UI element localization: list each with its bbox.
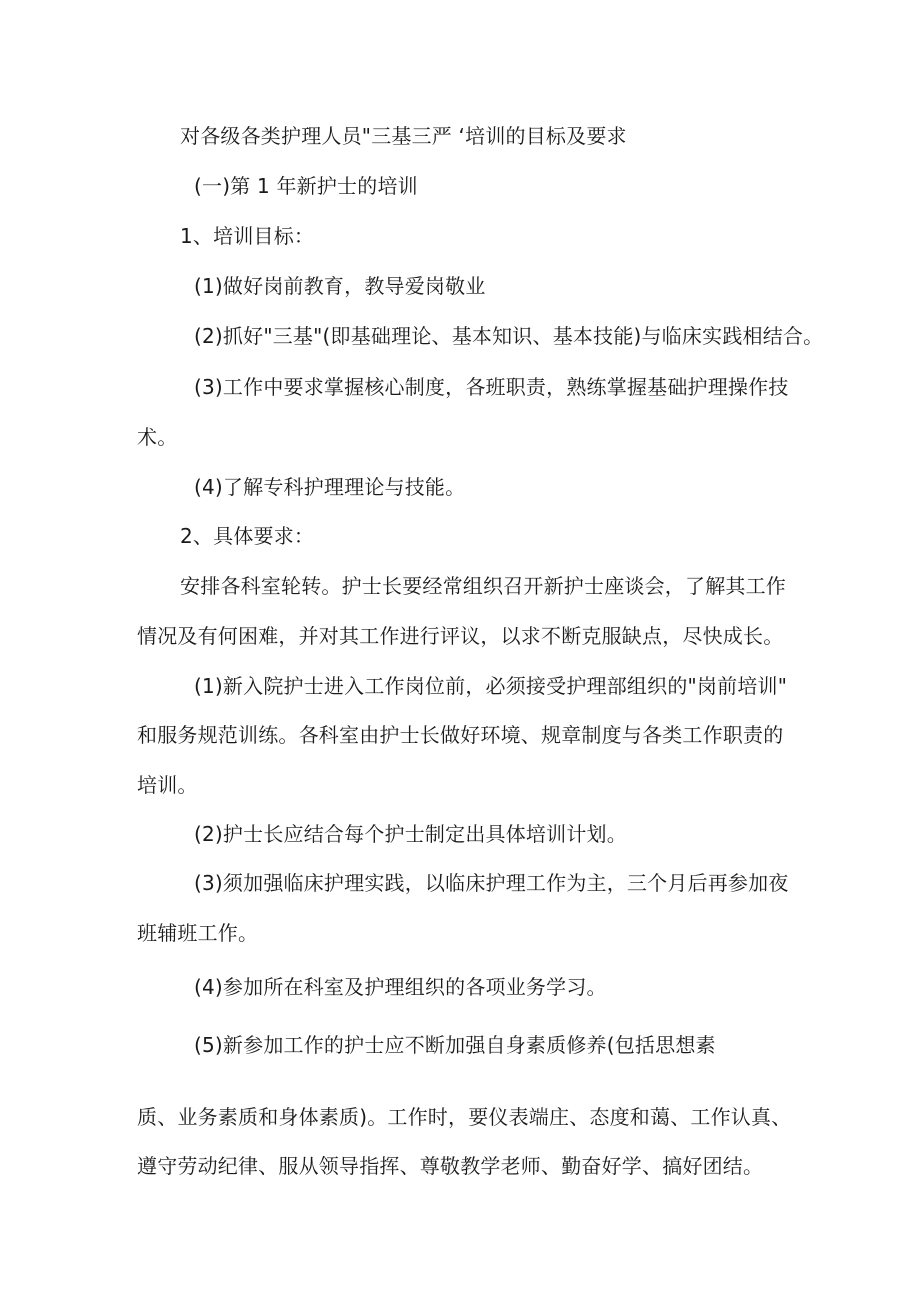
requirement-item-continuation: 和服务规范训练。各科室由护士长做好环境、规章制度与各类工作职责的 xyxy=(137,723,784,747)
requirement-item: (1)新入院护士进入工作岗位前，必须接受护理部组织的"岗前培训" xyxy=(194,674,788,698)
requirement-item: (3)须加强临床护理实践，以临床护理工作为主，三个月后再参加夜 xyxy=(194,871,789,895)
goal-item: (4)了解专科护理理论与技能。 xyxy=(194,475,466,499)
goal-item: (3)工作中要求掌握核心制度，各班职责，熟练掌握基础护理操作技 xyxy=(194,375,789,399)
goal-item-continuation: 术。 xyxy=(137,425,178,449)
requirement-item-continuation: 质、业务素质和身体素质)。工作时，要仪表端庄、态度和蔼、工作认真、 xyxy=(137,1105,792,1129)
requirement-item-continuation: 培训。 xyxy=(137,773,198,797)
requirement-item: (5)新参加工作的护士应不断加强自身素质修养(包括思想素 xyxy=(194,1033,716,1057)
goals-heading: 1、培训目标： xyxy=(180,224,315,248)
document-title: 对各级各类护理人员"三基三严 ‘培训的目标及要求 xyxy=(180,124,627,148)
section-heading: (一)第 1 年新护士的培训 xyxy=(194,174,418,198)
requirements-intro: 安排各科室轮转。护士长要经常组织召开新护士座谈会，了解其工作 xyxy=(180,574,786,598)
requirements-heading: 2、具体要求： xyxy=(180,524,315,548)
goal-item: (2)抓好"三基"(即基础理论、基本知识、基本技能)与临床实践相结合。 xyxy=(194,324,824,348)
goal-item: (1)做好岗前教育，教导爱岗敬业 xyxy=(194,274,486,298)
requirement-item-continuation: 班辅班工作。 xyxy=(137,921,259,945)
requirement-item-continuation: 遵守劳动纪律、服从领导指挥、尊敬教学老师、勤奋好学、搞好团结。 xyxy=(137,1154,764,1178)
requirements-intro-continuation: 情况及有何困难，并对其工作进行评议，以求不断克服缺点，尽快成长。 xyxy=(137,624,784,648)
requirement-item: (2)护士长应结合每个护士制定出具体培训计划。 xyxy=(194,822,627,846)
requirement-item: (4)参加所在科室及护理组织的各项业务学习。 xyxy=(194,975,607,999)
